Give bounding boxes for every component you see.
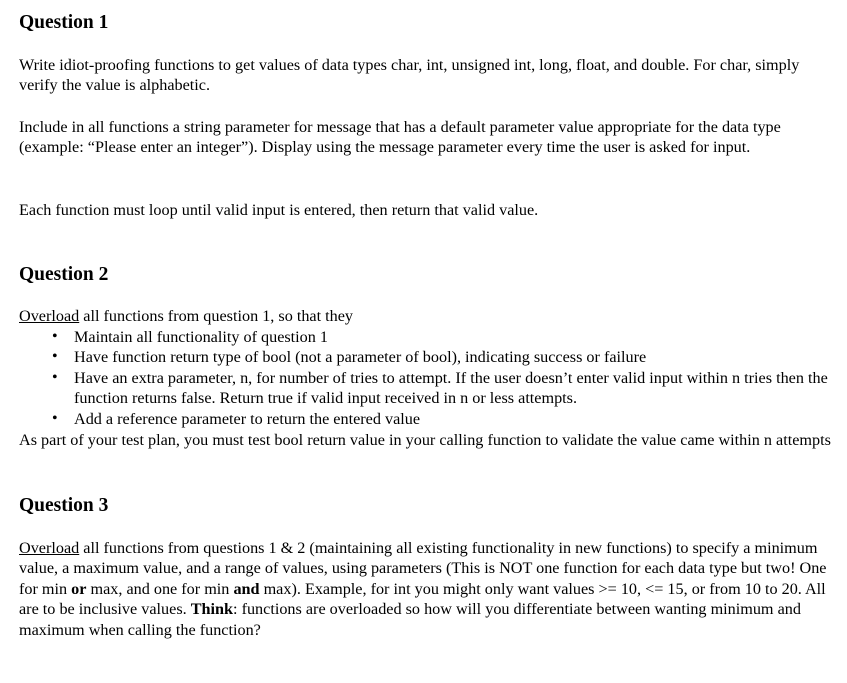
- bold-or-text: or: [71, 579, 87, 598]
- list-item: • Maintain all functionality of question 1: [19, 327, 834, 347]
- question-3-text-part-1: all functions from questions 1 & 2 (maintaining all existing functionality in new functions) to specify a minimum value, a maximum value, and a range of values, using parameters (This is NOT one function for each data type but two! One for min: [19, 539, 827, 598]
- question-1-paragraph-3: Each function must loop until valid input is entered, then return that valid value.: [19, 201, 539, 219]
- question-1-heading: Question 1: [19, 12, 109, 33]
- bold-think-text: Think: [190, 600, 234, 619]
- overload-underlined-text: Overload: [19, 307, 80, 325]
- list-item: • Have function return type of bool (not a parameter of bool), indicating success or failure: [19, 347, 834, 367]
- question-1-paragraph-2: Include in all functions a string parameter for message that has a default parameter value appropriate for the data type (example: “Please enter an integer”). Display using the message parameter every time the user is asked for input.: [19, 118, 781, 157]
- question-3-paragraph: [19, 538, 834, 640]
- bold-and-text: and: [233, 579, 260, 598]
- question-3-text-part-2: max, and one for min: [86, 579, 234, 598]
- question-3-heading: Question 3: [19, 495, 109, 516]
- overload-underlined-text: Overload: [19, 539, 80, 557]
- question-3-text-part-4: : functions are overloaded so how will you differentiate between wanting minimum and maximum when calling the function?: [19, 600, 801, 639]
- question-2-bullet-list: [19, 327, 834, 429]
- question-2-intro-text: all functions from question 1, so that they: [79, 307, 354, 325]
- question-2-intro: [19, 306, 834, 326]
- question-1-paragraph-1: Write idiot-proofing functions to get values of data types char, int, unsigned int, long, float, and double. For char, simply verify the value is alphabetic.: [19, 56, 800, 95]
- question-2-closing: As part of your test plan, you must test bool return value in your calling function to validate the value came within n attempts: [19, 431, 831, 449]
- list-item: • Add a reference parameter to return the entered value: [19, 409, 834, 429]
- list-item: • Have an extra parameter, n, for number of tries to attempt. If the user doesn’t enter valid input within n tries then the function returns false. Return true if valid input received in n or less attempts.: [19, 368, 834, 409]
- question-3-text-part-3: max). Example, for int you might only want values >= 10, <= 15, or from 10 to 20. All are to be inclusive values.: [19, 579, 826, 619]
- question-2-heading: Question 2: [19, 264, 109, 285]
